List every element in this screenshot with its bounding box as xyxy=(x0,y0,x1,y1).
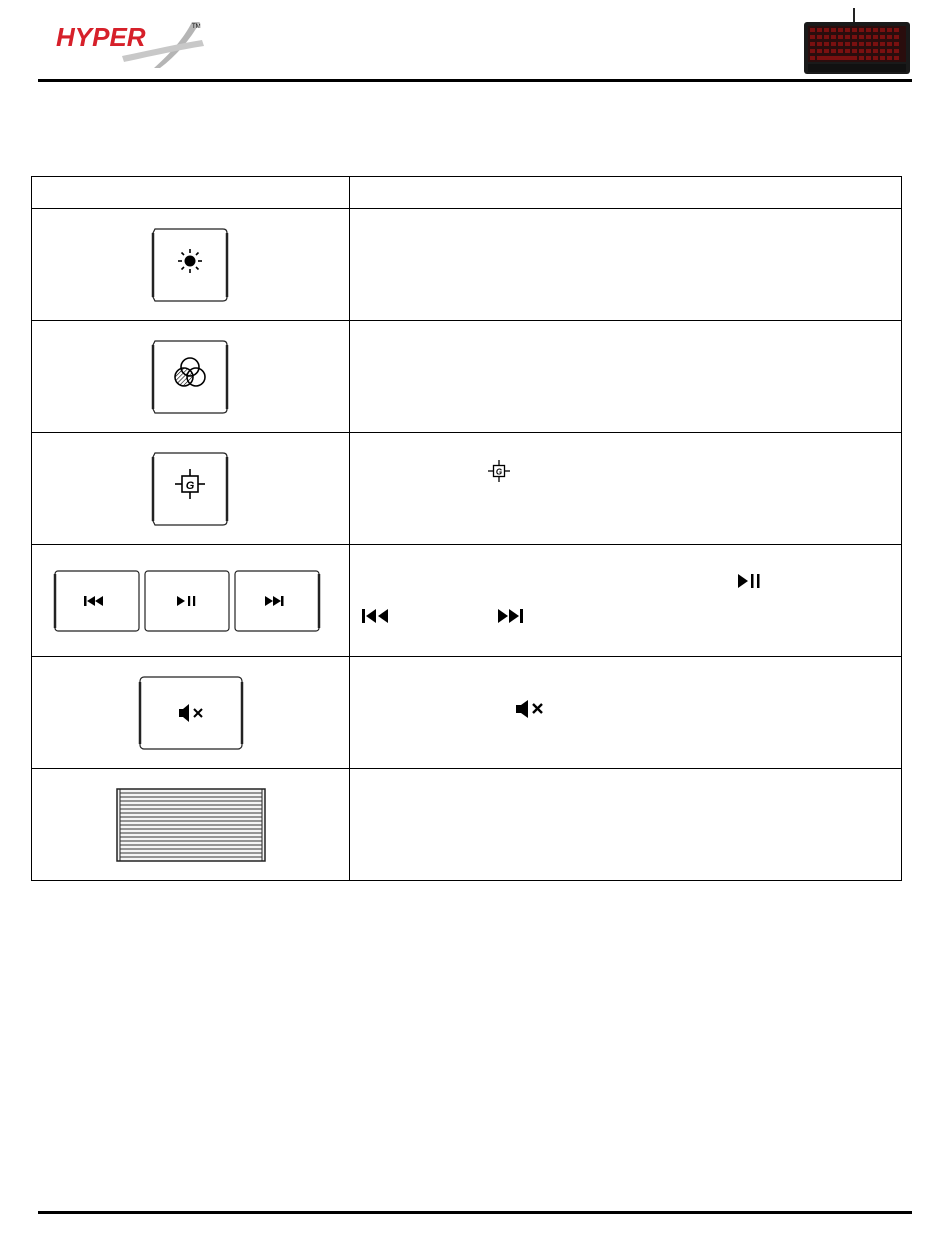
play-pause-icon xyxy=(736,573,762,589)
game-mode-key-icon xyxy=(151,449,231,529)
key-description xyxy=(350,209,902,321)
table-header-row xyxy=(32,177,902,209)
brightness-key-icon xyxy=(151,225,231,305)
previous-track-key-icon xyxy=(55,571,139,631)
trademark-mark: TM xyxy=(192,24,201,30)
media-keys-group xyxy=(53,568,329,634)
keyboard-photo-icon xyxy=(802,8,912,76)
footer-rule xyxy=(38,1211,912,1214)
key-description xyxy=(350,769,902,881)
logo-text: HYPER xyxy=(56,22,146,52)
header-rule xyxy=(38,79,912,82)
key-description xyxy=(350,433,902,545)
mute-key-icon xyxy=(137,674,245,752)
table-row xyxy=(32,657,902,769)
game-mode-icon xyxy=(487,459,511,483)
hotkey-table xyxy=(31,176,902,881)
key-image-cell xyxy=(32,321,350,433)
next-track-key-icon xyxy=(235,571,319,631)
table-row xyxy=(32,769,902,881)
svg-text:G: G xyxy=(495,467,503,477)
table-header-left xyxy=(32,177,350,209)
key-description xyxy=(350,321,902,433)
svg-text:G: G xyxy=(185,479,194,492)
table-header-right xyxy=(350,177,902,209)
key-description xyxy=(350,657,902,769)
table-row xyxy=(32,209,902,321)
previous-track-icon xyxy=(361,608,391,624)
table-row xyxy=(32,545,902,657)
next-track-icon xyxy=(496,608,526,624)
color-mode-key-icon xyxy=(151,337,231,417)
key-image-cell xyxy=(32,545,350,657)
page-header xyxy=(0,0,950,82)
volume-wheel-icon[interactable] xyxy=(115,787,267,863)
hyperx-logo xyxy=(52,16,212,72)
key-image-cell xyxy=(32,209,350,321)
key-image-cell xyxy=(32,769,350,881)
mute-icon xyxy=(514,699,548,719)
key-image-cell xyxy=(32,657,350,769)
key-image-cell xyxy=(32,433,350,545)
table-row xyxy=(32,433,902,545)
table-row xyxy=(32,321,902,433)
play-pause-key-icon xyxy=(145,571,229,631)
key-description xyxy=(350,545,902,657)
